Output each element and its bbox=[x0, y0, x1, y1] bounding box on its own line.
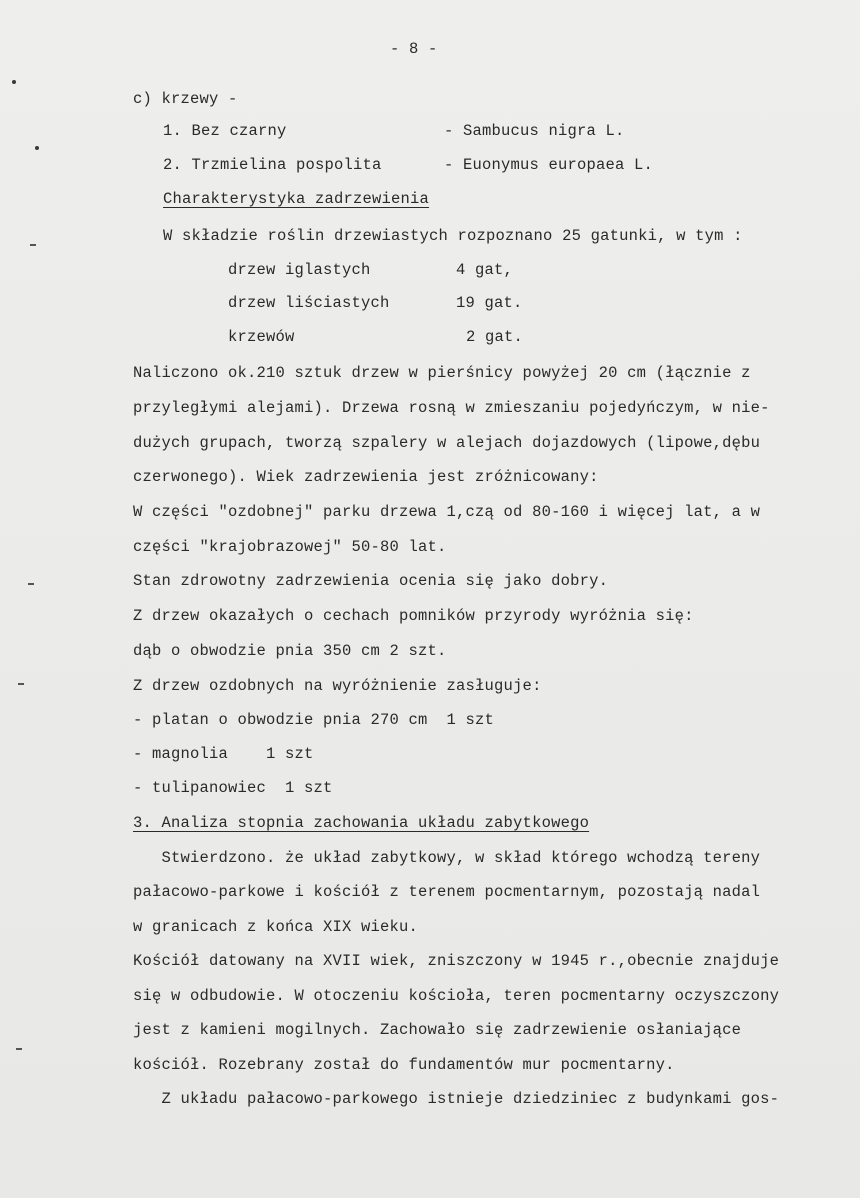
paragraph-line: Stan zdrowotny zadrzewienia ocenia się jako dobry. bbox=[133, 572, 609, 590]
section-3-line: Kościół datowany na XVII wiek, zniszczony w 1945 r.,obecnie znajduje bbox=[133, 952, 780, 970]
section-3-line: kościół. Rozebrany został do fundamentów mur pocmentarny. bbox=[133, 1056, 675, 1074]
section-3-line: w granicach z końca XIX wieku. bbox=[133, 918, 419, 936]
section-c-heading: c) krzewy - bbox=[133, 90, 238, 108]
section-3-line: jest z kamieni mogilnych. Zachowało się zadrzewienie osłaniające bbox=[133, 1021, 742, 1039]
paragraph-line: - tulipanowiec 1 szt bbox=[133, 779, 333, 797]
tree-type-count: 4 gat, bbox=[456, 261, 514, 279]
paragraph-line: Z drzew okazałych o cechach pomników przyrody wyróżnia się: bbox=[133, 607, 694, 625]
section-3-line: Z układu pałacowo-parkowego istnieje dziedziniec z budynkami gos- bbox=[133, 1090, 780, 1108]
section-3-line: pałacowo-parkowe i kościół z terenem pocmentarnym, pozostają nadal bbox=[133, 883, 761, 901]
paragraph-line: przyległymi alejami). Drzewa rosną w zmieszaniu pojedyńczym, w nie- bbox=[133, 399, 770, 417]
margin-tick bbox=[30, 244, 36, 246]
page-number: - 8 - bbox=[390, 40, 438, 58]
section-3-heading: 3. Analiza stopnia zachowania układu zabytkowego bbox=[133, 814, 590, 832]
paragraph-line: - platan o obwodzie pnia 270 cm 1 szt bbox=[133, 711, 495, 729]
paragraph-line: dąb o obwodzie pnia 350 cm 2 szt. bbox=[133, 642, 447, 660]
tree-type-label: drzew liściastych bbox=[228, 294, 390, 312]
paragraph-line: części "krajobrazowej" 50-80 lat. bbox=[133, 538, 447, 556]
paragraph-line: dużych grupach, tworzą szpalery w alejach dojazdowych (lipowe,dębu bbox=[133, 434, 761, 452]
paragraph-line: - magnolia 1 szt bbox=[133, 745, 314, 763]
margin-tick bbox=[28, 583, 34, 585]
shrub-latin-name: - Euonymus europaea L. bbox=[444, 156, 654, 174]
tree-type-count: 19 gat. bbox=[456, 294, 523, 312]
paragraph-line: czerwonego). Wiek zadrzewienia jest zróżnicowany: bbox=[133, 468, 599, 486]
paragraph-line: Z drzew ozdobnych na wyróżnienie zasługuje: bbox=[133, 677, 542, 695]
tree-type-label: krzewów bbox=[228, 328, 295, 346]
characteristics-heading: Charakterystyka zadrzewienia bbox=[163, 190, 430, 208]
paragraph-line: Naliczono ok.210 sztuk drzew w pierśnicy powyżej 20 cm (łącznie z bbox=[133, 364, 751, 382]
shrub-name: 2. Trzmielina pospolita bbox=[163, 156, 382, 174]
margin-tick bbox=[16, 1048, 22, 1050]
margin-speck bbox=[12, 80, 16, 84]
shrub-name: 1. Bez czarny bbox=[163, 122, 287, 140]
margin-tick bbox=[18, 683, 24, 685]
shrub-latin-name: - Sambucus nigra L. bbox=[444, 122, 625, 140]
margin-speck bbox=[35, 146, 39, 150]
section-3-line: się w odbudowie. W otoczeniu kościoła, teren pocmentarny oczyszczony bbox=[133, 987, 780, 1005]
tree-type-count: 2 gat. bbox=[466, 328, 524, 346]
paragraph-line: W części "ozdobnej" parku drzewa 1,czą od 80-160 i więcej lat, a w bbox=[133, 503, 761, 521]
characteristics-intro: W składzie roślin drzewiastych rozpoznano 25 gatunki, w tym : bbox=[163, 227, 743, 245]
tree-type-label: drzew iglastych bbox=[228, 261, 371, 279]
section-3-line: Stwierdzono. że układ zabytkowy, w skład którego wchodzą tereny bbox=[133, 849, 761, 867]
